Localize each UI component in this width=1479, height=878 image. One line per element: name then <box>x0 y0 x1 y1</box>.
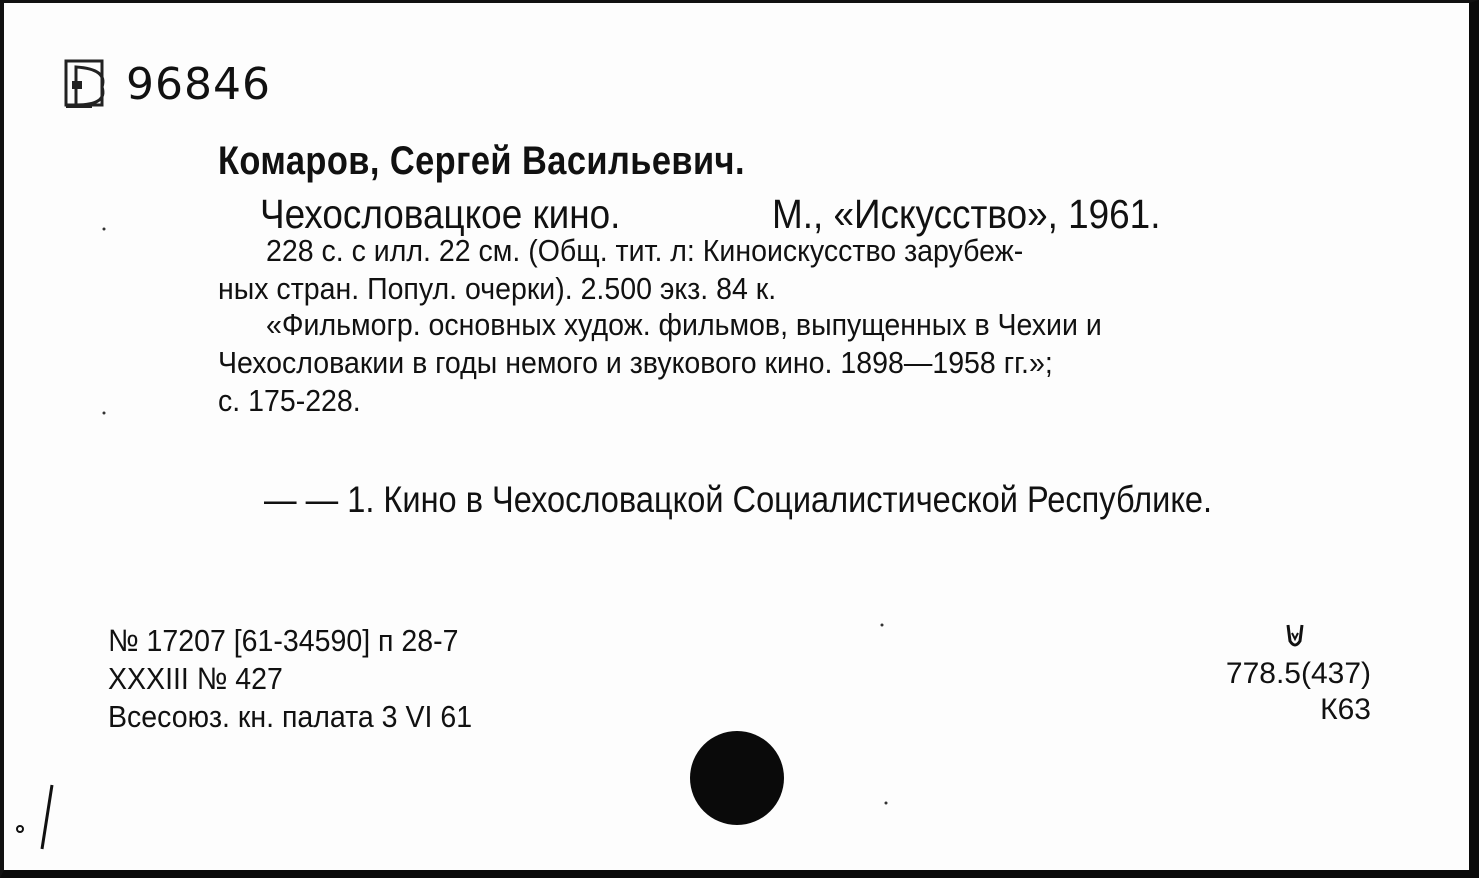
description-line: Чехословакии в годы немого и звукового кино. 1898—1958 гг.»; <box>218 345 1053 380</box>
margin-specks <box>100 223 110 423</box>
author-heading: Комаров, Сергей Васильевич. <box>218 139 745 183</box>
author-mark: К63 <box>1320 693 1371 726</box>
punch-hole-icon <box>690 731 784 825</box>
subject-heading: — — 1. Кино в Чехословацкой Социалистической Республике. <box>264 479 1213 520</box>
book-title: Чехословацкое кино. <box>260 191 621 237</box>
pencil-stroke-icon <box>12 783 62 853</box>
footer-line: № 17207 [61-34590] п 28-7 <box>108 623 459 658</box>
publication-info: М., «Искусство», 1961. <box>772 191 1161 237</box>
footer-line: XXXIII № 427 <box>108 661 283 696</box>
description-line: с. 175-228. <box>218 383 361 418</box>
description-line: ных стран. Попул. очерки). 2.500 экз. 84 к. <box>218 271 777 306</box>
footer-line: Всесоюз. кн. палата 3 VI 61 <box>108 699 473 734</box>
handwritten-mark-icon <box>1284 621 1306 651</box>
inventory-stamp <box>62 55 271 115</box>
speck-marks <box>878 619 888 819</box>
library-stamp-icon <box>62 55 118 115</box>
description-line: «Фильмогр. основных худож. фильмов, выпущенных в Чехии и <box>266 307 1102 342</box>
inventory-number: 96846 <box>126 59 271 110</box>
description-line: 228 с. с илл. 22 см. (Общ. тит. л: Киноискусство зарубеж- <box>266 233 1024 268</box>
classification-index: 778.5(437) <box>1225 657 1371 690</box>
